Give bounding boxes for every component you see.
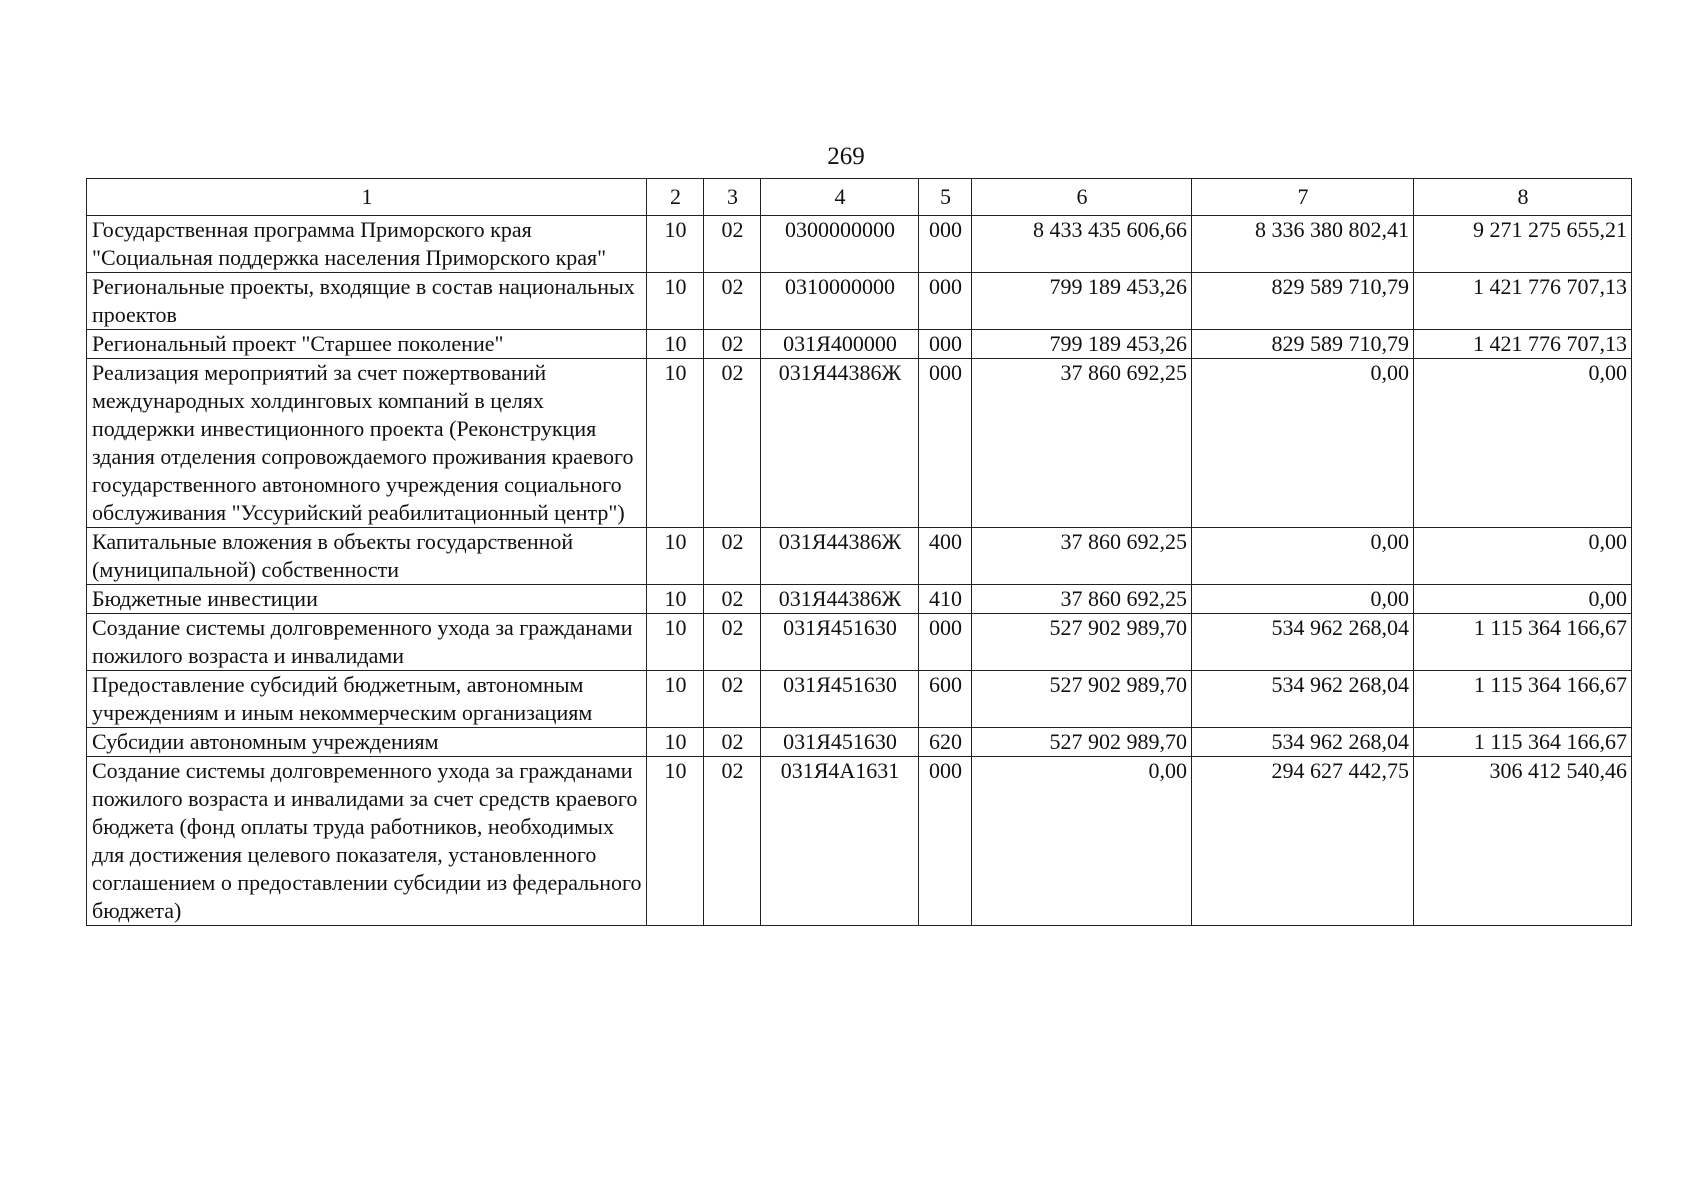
amount-col6: 527 902 989,70 xyxy=(972,728,1192,757)
amount-col8: 1 421 776 707,13 xyxy=(1414,330,1632,359)
target-code: 031Я4А1631 xyxy=(761,757,919,926)
table-row xyxy=(87,330,1632,359)
amount-col8: 0,00 xyxy=(1414,528,1632,585)
target-code: 031Я451630 xyxy=(761,671,919,728)
table-row xyxy=(87,528,1632,585)
budget-table xyxy=(86,178,1632,926)
table-row xyxy=(87,585,1632,614)
section-code: 10 xyxy=(647,273,704,330)
expense-type-code: 000 xyxy=(919,614,972,671)
amount-col8: 306 412 540,46 xyxy=(1414,757,1632,926)
header-cell: 7 xyxy=(1192,179,1414,216)
amount-col7: 294 627 442,75 xyxy=(1192,757,1414,926)
section-code: 10 xyxy=(647,528,704,585)
row-name: Региональный проект "Старшее поколение" xyxy=(87,330,647,359)
row-name: Реализация мероприятий за счет пожертвований международных холдинговых компаний в целях поддержки инвестиционного проекта (Реконструкция здания отделения сопровождаемого проживания краевого государственного автономного учреждения социального обслуживания "Уссурийский реабилитационный центр") xyxy=(87,359,647,528)
table-row xyxy=(87,273,1632,330)
row-name: Бюджетные инвестиции xyxy=(87,585,647,614)
section-code: 10 xyxy=(647,216,704,273)
amount-col6: 37 860 692,25 xyxy=(972,585,1192,614)
table-row xyxy=(87,728,1632,757)
header-cell: 1 xyxy=(87,179,647,216)
page-number: 269 xyxy=(827,143,865,170)
subsection-code: 02 xyxy=(704,359,761,528)
amount-col7: 829 589 710,79 xyxy=(1192,330,1414,359)
target-code: 031Я44386Ж xyxy=(761,528,919,585)
amount-col6: 37 860 692,25 xyxy=(972,528,1192,585)
subsection-code: 02 xyxy=(704,614,761,671)
target-code: 031Я451630 xyxy=(761,728,919,757)
row-name: Предоставление субсидий бюджетным, автономным учреждениям и иным некоммерческим организациям xyxy=(87,671,647,728)
header-cell: 6 xyxy=(972,179,1192,216)
amount-col6: 0,00 xyxy=(972,757,1192,926)
target-code: 0310000000 xyxy=(761,273,919,330)
row-name: Региональные проекты, входящие в состав национальных проектов xyxy=(87,273,647,330)
expense-type-code: 000 xyxy=(919,330,972,359)
table-row xyxy=(87,757,1632,926)
row-name: Государственная программа Приморского края "Социальная поддержка населения Приморского края" xyxy=(87,216,647,273)
amount-col6: 8 433 435 606,66 xyxy=(972,216,1192,273)
amount-col7: 534 962 268,04 xyxy=(1192,728,1414,757)
row-name: Создание системы долговременного ухода за гражданами пожилого возраста и инвалидами xyxy=(87,614,647,671)
amount-col8: 0,00 xyxy=(1414,585,1632,614)
section-code: 10 xyxy=(647,671,704,728)
row-name: Субсидии автономным учреждениям xyxy=(87,728,647,757)
row-name: Капитальные вложения в объекты государственной (муниципальной) собственности xyxy=(87,528,647,585)
amount-col8: 1 115 364 166,67 xyxy=(1414,671,1632,728)
amount-col8: 0,00 xyxy=(1414,359,1632,528)
amount-col6: 527 902 989,70 xyxy=(972,671,1192,728)
subsection-code: 02 xyxy=(704,330,761,359)
amount-col7: 534 962 268,04 xyxy=(1192,614,1414,671)
amount-col8: 1 115 364 166,67 xyxy=(1414,728,1632,757)
target-code: 0300000000 xyxy=(761,216,919,273)
section-code: 10 xyxy=(647,359,704,528)
expense-type-code: 410 xyxy=(919,585,972,614)
target-code: 031Я44386Ж xyxy=(761,585,919,614)
target-code: 031Я44386Ж xyxy=(761,359,919,528)
amount-col7: 534 962 268,04 xyxy=(1192,671,1414,728)
subsection-code: 02 xyxy=(704,671,761,728)
section-code: 10 xyxy=(647,585,704,614)
amount-col6: 37 860 692,25 xyxy=(972,359,1192,528)
expense-type-code: 000 xyxy=(919,273,972,330)
expense-type-code: 000 xyxy=(919,359,972,528)
amount-col7: 0,00 xyxy=(1192,528,1414,585)
header-row xyxy=(87,179,1632,216)
section-code: 10 xyxy=(647,330,704,359)
subsection-code: 02 xyxy=(704,728,761,757)
expense-type-code: 600 xyxy=(919,671,972,728)
expense-type-code: 400 xyxy=(919,528,972,585)
subsection-code: 02 xyxy=(704,757,761,926)
header-cell: 4 xyxy=(761,179,919,216)
target-code: 031Я400000 xyxy=(761,330,919,359)
amount-col6: 799 189 453,26 xyxy=(972,273,1192,330)
amount-col7: 829 589 710,79 xyxy=(1192,273,1414,330)
header-cell: 8 xyxy=(1414,179,1632,216)
amount-col8: 9 271 275 655,21 xyxy=(1414,216,1632,273)
expense-type-code: 620 xyxy=(919,728,972,757)
subsection-code: 02 xyxy=(704,216,761,273)
row-name: Создание системы долговременного ухода за гражданами пожилого возраста и инвалидами за счет средств краевого бюджета (фонд оплаты труда работников, необходимых для достижения целевого показателя, установленного соглашением о предоставлении субсидии из федерального бюджета) xyxy=(87,757,647,926)
amount-col6: 799 189 453,26 xyxy=(972,330,1192,359)
subsection-code: 02 xyxy=(704,273,761,330)
amount-col8: 1 115 364 166,67 xyxy=(1414,614,1632,671)
section-code: 10 xyxy=(647,757,704,926)
amount-col6: 527 902 989,70 xyxy=(972,614,1192,671)
header-cell: 3 xyxy=(704,179,761,216)
target-code: 031Я451630 xyxy=(761,614,919,671)
amount-col7: 8 336 380 802,41 xyxy=(1192,216,1414,273)
table-row xyxy=(87,359,1632,528)
subsection-code: 02 xyxy=(704,585,761,614)
table-row xyxy=(87,671,1632,728)
amount-col7: 0,00 xyxy=(1192,359,1414,528)
table-row xyxy=(87,614,1632,671)
section-code: 10 xyxy=(647,614,704,671)
header-cell: 2 xyxy=(647,179,704,216)
expense-type-code: 000 xyxy=(919,216,972,273)
amount-col8: 1 421 776 707,13 xyxy=(1414,273,1632,330)
header-cell: 5 xyxy=(919,179,972,216)
subsection-code: 02 xyxy=(704,528,761,585)
table-row xyxy=(87,216,1632,273)
amount-col7: 0,00 xyxy=(1192,585,1414,614)
section-code: 10 xyxy=(647,728,704,757)
expense-type-code: 000 xyxy=(919,757,972,926)
